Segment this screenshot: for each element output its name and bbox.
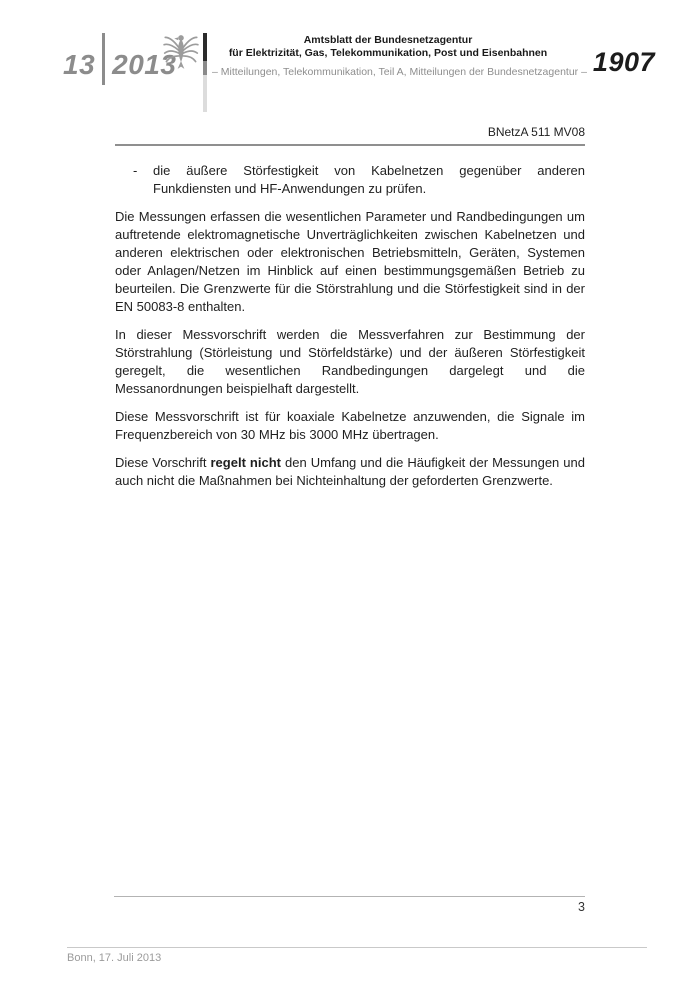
- paragraph-3: Diese Messvorschrift ist für koaxiale Kabelnetze anzuwenden, die Signale im Frequenzbereich von 30 MHz bis 3000 MHz übertragen.: [115, 409, 585, 442]
- list-item: [115, 162, 585, 198]
- issue-number: 13: [63, 49, 96, 80]
- reference-code: BNetzA 511 MV08: [115, 125, 585, 146]
- issue-year: 2013: [112, 49, 177, 80]
- masthead-divider-bar: [203, 33, 207, 112]
- footer: [67, 947, 647, 964]
- paragraph-4-segment-1: Diese Vorschrift: [115, 455, 211, 470]
- paragraph-1: Die Messungen erfassen die wesentlichen Parameter und Randbedingungen um auftretende elektromagnetische Unverträglichkeiten zwischen Kabelnetzen und anderen elektrischen oder elektronischen Betriebsmitteln, Geräten, Systemen oder Anlagen/Netzen im Hinblick auf einen bestimmungsgemäßen Betrieb zu beurteilen. Die Grenzwerte für die Störstrahlung und die Störfestigkeit sind in der EN 50083-8 enthalten.: [115, 209, 585, 314]
- page-number-block: [114, 896, 585, 914]
- masthead-title-block: [212, 34, 587, 79]
- publication-title-line1: Amtsblatt der Bundesnetzagentur: [303, 34, 473, 46]
- issue-year-divider: [102, 33, 105, 85]
- gazette-page-number: 1907: [592, 47, 655, 77]
- section-subtitle: – Mitteilungen, Telekommunikation, Teil A, Mitteilungen der Bundesnetzagentur –: [212, 66, 587, 78]
- paragraph-2: In dieser Messvorschrift werden die Messverfahren zur Bestimmung der Störstrahlung (Störleistung und Störfeldstärke) und der äußeren Störfestigkeit geregelt, die wesentlichen Randbedingungen dargelegt und die Messanordnungen beispielhaft dargestellt.: [115, 327, 585, 396]
- document-body: [115, 162, 585, 500]
- paragraph-4-segment-2-bold: regelt nicht: [210, 455, 281, 470]
- paragraph-4-segment-3: den Umfang und die Häufigkeit der Messungen und auch nicht die Maßnahmen bei Nichteinhaltung der geforderten Grenzwerte.: [115, 455, 586, 488]
- publication-title-line2: für Elektrizität, Gas, Telekommunikation, Post und Eisenbahnen: [228, 47, 548, 59]
- page-number: 3: [578, 900, 585, 914]
- issue-year-block: [63, 33, 176, 85]
- footer-place-date: Bonn, 17. Juli 2013: [67, 952, 162, 964]
- list-item-text: die äußere Störfestigkeit von Kabelnetzen gegenüber anderen Funkdiensten und HF-Anwendungen zu prüfen.: [153, 163, 585, 196]
- list-item-marker: -: [133, 163, 138, 178]
- paragraph-4: [115, 454, 585, 490]
- federal-eagle-icon: [163, 30, 199, 74]
